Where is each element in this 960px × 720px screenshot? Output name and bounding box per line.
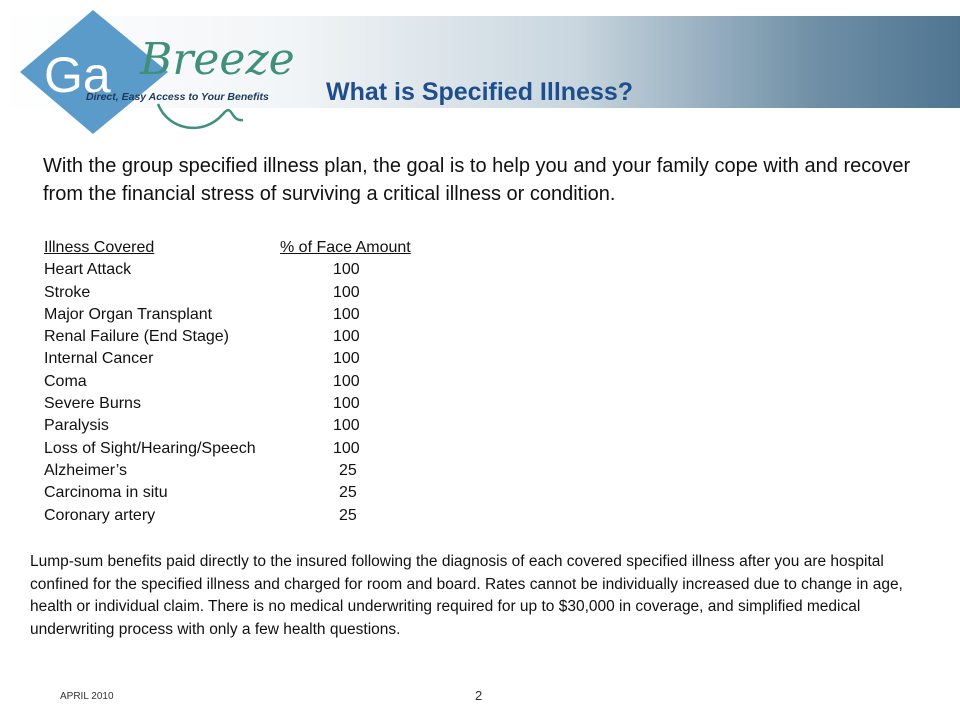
illness-percent: 25: [339, 506, 357, 524]
illness-name: Loss of Sight/Hearing/Speech: [44, 439, 256, 457]
benefits-paragraph: Lump-sum benefits paid directly to the insured following the diagnosis of each covered specified illness after you are hospital confined for the specified illness and charged for room and board. Rates cannot be individually increased due to change in age, health or individual claim. There is no medical underwriting required for up to $30,000 in coverage, and simplified medical underwriting process with only a few health questions.: [30, 553, 903, 638]
illness-percent: 100: [333, 350, 360, 368]
page-number: 2: [475, 688, 483, 703]
illness-name: Severe Burns: [44, 395, 141, 413]
illness-name: Coma: [44, 372, 87, 390]
illness-name: Coronary artery: [44, 506, 156, 524]
header-illness: Illness Covered: [44, 239, 155, 256]
illness-name: Heart Attack: [44, 261, 132, 279]
illness-percent: 100: [333, 328, 360, 346]
footer-date: APRIL 2010: [60, 691, 114, 702]
illness-name: Stroke: [44, 283, 91, 301]
logo-swoosh: [158, 104, 243, 128]
illness-percent: 100: [333, 372, 360, 390]
logo-ga-text: Ga: [44, 47, 111, 103]
illness-name: Internal Cancer: [44, 350, 154, 368]
intro-paragraph: With the group specified illness plan, the goal is to help you and your family cope with and recover from the financial stress of surviving a critical illness or condition.: [43, 155, 911, 205]
illness-percent: 25: [339, 484, 357, 502]
illness-percent: 100: [333, 417, 360, 435]
illness-name: Major Organ Transplant: [44, 305, 213, 323]
logo-breeze-text: Breeze: [140, 34, 295, 85]
page-title: What is Specified Illness?: [326, 78, 634, 106]
illness-percent: 100: [333, 439, 360, 457]
illness-name: Renal Failure (End Stage): [44, 328, 229, 346]
logo-tagline: Direct, Easy Access to Your Benefits: [86, 91, 269, 103]
illness-percent: 100: [333, 305, 360, 323]
gabreeze-logo: [18, 2, 318, 142]
illness-percent: 25: [339, 461, 357, 479]
header-percent: % of Face Amount: [280, 239, 411, 256]
illness-name: Paralysis: [44, 417, 109, 435]
illness-percent: 100: [333, 283, 360, 301]
illness-name: Carcinoma in situ: [44, 484, 168, 502]
illness-percent: 100: [333, 261, 360, 279]
illness-percent: 100: [333, 395, 360, 413]
illness-name: Alzheimer’s: [44, 461, 127, 479]
